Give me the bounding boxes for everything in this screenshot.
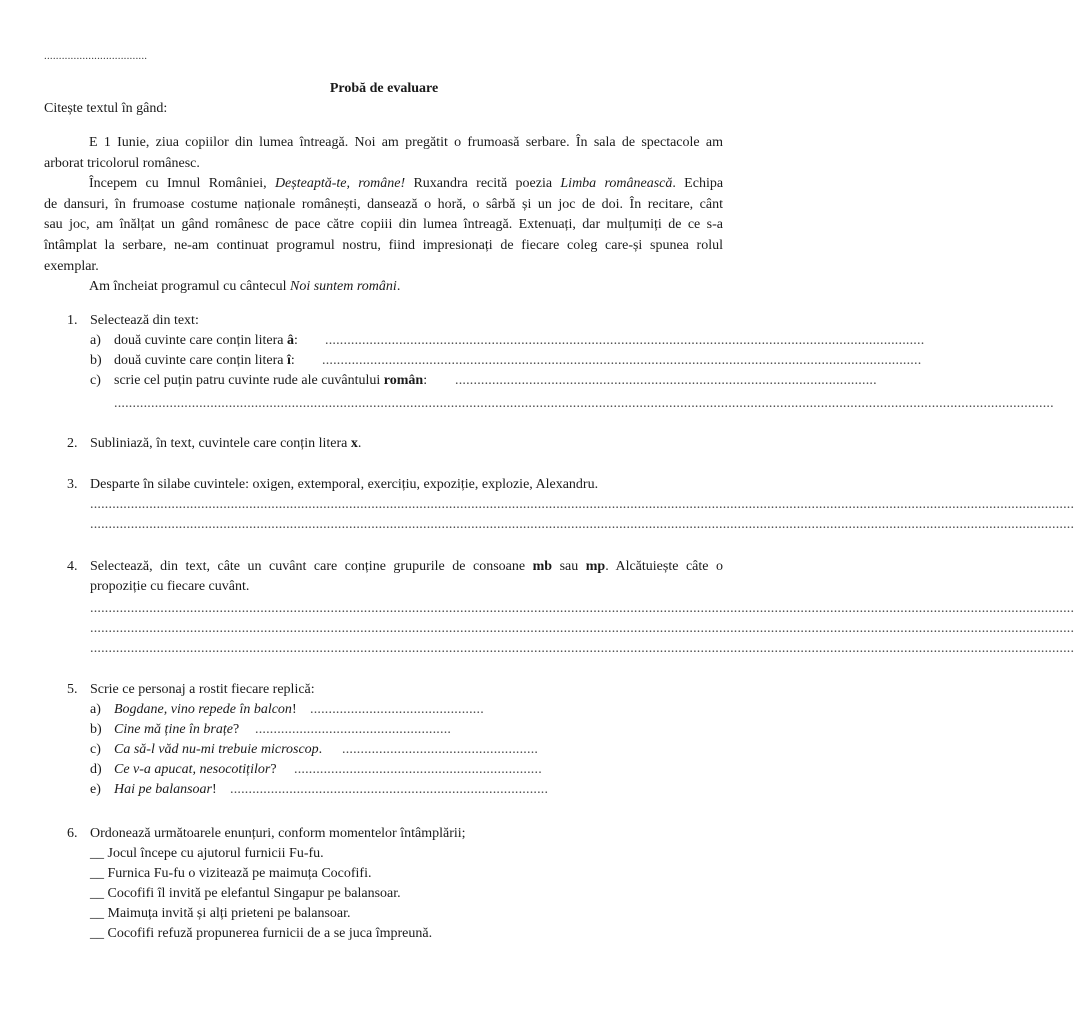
answer-line[interactable]: ......................................................................................	[230, 782, 549, 797]
question-text	[90, 434, 361, 454]
song-title: Noi suntem români	[289, 279, 397, 295]
item-label: e)	[90, 782, 101, 797]
answer-line[interactable]: .....................................................	[255, 722, 452, 737]
text-fragment: Începem cu Imnul României,	[89, 176, 267, 192]
question-number: 6.	[67, 826, 78, 841]
text-line	[44, 277, 723, 298]
question-number: 1.	[67, 313, 78, 328]
question-number: 5.	[67, 682, 78, 697]
answer-line[interactable]: ..............................................................................................................................................................................................................................................................	[114, 396, 1054, 411]
text-line: de dansuri, în frumoase costume naționale românești, dansează o horă, o sârbă și un joc de doi. În recitare, cânt	[44, 196, 723, 212]
sequence-item[interactable]: __ Furnica Fu-fu o vizitează pe maimuța Cocofifi.	[90, 866, 372, 881]
page-title: Probă de evaluare	[329, 81, 439, 96]
song-title: Deșteaptă-te, române!	[274, 176, 406, 192]
quote: Ca să-l văd nu-mi trebuie microscop	[114, 742, 319, 757]
text-line: sau joc, am înălțat un gând românesc de pace către copiii din lumea întreagă. Extenuați, dar mulțumiți de ce s-a	[44, 217, 723, 233]
question-number: 4.	[67, 559, 78, 574]
consonant-group: mp	[585, 559, 606, 574]
sequence-item[interactable]: __ Cocofifi refuză propunerea furnicii de a se juca împreună.	[90, 926, 433, 941]
text-line: exemplar.	[44, 258, 99, 274]
item-label: a)	[90, 702, 101, 717]
question-text: Scrie ce personaj a rostit fiecare replică:	[90, 682, 315, 697]
replica-a	[114, 700, 297, 720]
letter: â	[286, 333, 294, 348]
sequence-item[interactable]: __ Cocofifi îl invită pe elefantul Singapur pe balansoar.	[90, 886, 401, 901]
text-fragment: .	[396, 279, 401, 295]
question-number: 3.	[67, 477, 78, 492]
question-fragment: Selectează, din text, câte un cuvânt care conține grupurile de consoane	[90, 559, 526, 574]
punctuation: .	[318, 742, 323, 757]
letter: î	[286, 353, 291, 368]
item-label: c)	[90, 373, 101, 388]
question-fragment: sau	[559, 559, 579, 574]
item-label: a)	[90, 333, 101, 348]
question-fragment: Subliniază, în text, cuvintele care conțin litera	[90, 436, 348, 451]
replica-e	[114, 780, 217, 800]
sequence-item[interactable]: __ Jocul începe cu ajutorul furnicii Fu-fu.	[90, 846, 324, 861]
quote: Hai pe balansoar	[114, 782, 212, 797]
answer-line[interactable]: ..................................................................................................................................................................	[322, 353, 922, 368]
answer-line[interactable]: ..........................................................................................................................................................................................................................................................................	[90, 497, 1074, 512]
answer-line[interactable]: ..........................................................................................................................................................................................................................................................................	[90, 621, 1074, 636]
sequence-item[interactable]: __ Maimuța invită și alți prieteni pe balansoar.	[90, 906, 351, 921]
poem-title: Limba românească	[560, 176, 673, 192]
question-text	[90, 557, 723, 577]
replica-c	[114, 740, 322, 760]
q1-item-c	[114, 371, 427, 391]
text-line: întâmplat la serbare, ne-am continuat programul nostru, fiind impresionați de fiecare coleg care-și spunea rolul	[44, 237, 723, 253]
answer-line[interactable]: ...................................................................	[294, 762, 542, 777]
answer-line[interactable]: ..........................................................................................................................................................................................................................................................................	[90, 601, 1074, 616]
question-fragment: . Alcătuiește câte o	[605, 559, 723, 574]
answer-line[interactable]: ..........................................................................................................................................................................................................................................................................	[90, 641, 1074, 656]
punctuation: !	[212, 782, 217, 797]
answer-line[interactable]: ...............................................	[310, 702, 484, 717]
reading-instruction: Citește textul în gând:	[44, 101, 168, 116]
answer-line[interactable]: ..........................................................................................................................................................................................................................................................................	[90, 517, 1074, 532]
colon: :	[423, 373, 428, 388]
reading-text	[44, 133, 723, 298]
question-text: Selectează din text:	[90, 313, 199, 328]
question-fragment: .	[357, 436, 362, 451]
colon: :	[290, 353, 295, 368]
text-fragment: Am încheiat programul cu cântecul	[89, 279, 287, 295]
text-line	[44, 174, 723, 195]
item-label: d)	[90, 762, 102, 777]
punctuation: !	[291, 702, 297, 717]
item-label: b)	[90, 722, 102, 737]
consonant-group: mb	[532, 559, 553, 574]
item-text: două cuvinte care conțin litera	[114, 333, 284, 348]
punctuation: ?	[233, 722, 240, 737]
answer-line[interactable]: ..................................................................................................................................................................	[325, 333, 925, 348]
replica-b	[114, 720, 239, 740]
answer-line[interactable]: ..................................................................................................................	[455, 373, 877, 388]
q1-item-a	[114, 331, 298, 351]
text-fragment: Ruxandra recită poezia	[413, 176, 553, 192]
replica-d	[114, 760, 277, 780]
colon: :	[293, 333, 298, 348]
text-line: E 1 Iunie, ziua copiilor din lumea întreagă. Noi am pregătit o frumoasă serbare. În sala de spectacole am	[89, 135, 723, 150]
answer-line[interactable]: .....................................................	[342, 742, 539, 757]
q1-item-b	[114, 351, 295, 371]
item-label: b)	[90, 353, 102, 368]
quote: Ce v-a apucat, nesocotiților	[114, 762, 271, 777]
question-text: Ordonează următoarele enunțuri, conform momentelor întâmplării;	[90, 826, 466, 841]
question-text: propoziție cu fiecare cuvânt.	[90, 579, 250, 594]
item-label: c)	[90, 742, 101, 757]
text-fragment: . Echipa	[672, 176, 724, 192]
question-text: Desparte în silabe cuvintele: oxigen, extemporal, exercițiu, expoziție, explozie, Alexandru.	[90, 477, 599, 492]
quote: Cine mă ține în brațe	[114, 722, 233, 737]
text-line: arborat tricolorul românesc.	[44, 155, 200, 171]
item-text: scrie cel puțin patru cuvinte rude ale cuvântului	[114, 373, 381, 388]
word: român	[383, 373, 424, 388]
letter: x	[350, 436, 358, 451]
item-text: două cuvinte care conțin litera	[114, 353, 284, 368]
punctuation: ?	[270, 762, 277, 777]
name-line: ...................................	[44, 50, 148, 62]
question-number: 2.	[67, 436, 78, 451]
quote: Bogdane, vino repede în balcon	[114, 702, 292, 717]
